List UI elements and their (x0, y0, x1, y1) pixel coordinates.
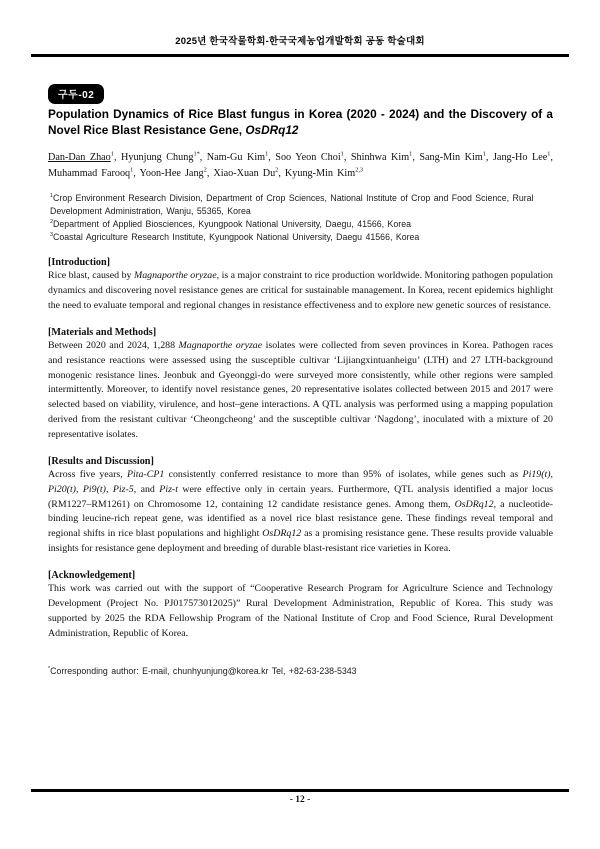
section-materials-methods-body: Between 2020 and 2024, 1,288 Magnaporthe oryzae isolates were collected from seven provinces in Korea. Pathogen races and resistance reactions were assessed using the susceptible cultivar ‘Lijiangxintuanheigu’ (LTH) and 27 LTH-background monogenic resistance lines. Jeonbuk and Gyeonggi-do were surveyed more consistently, while other regions were sampled intermittently. Moreover, to identify novel resistance genes, 20 representative isolates collected between 2015 and 2017 were selected based on viability, virulence, and host–gene interactions. A QTL analysis was performed using a mapping population derived from the resistant cultivar ‘Cheongcheong’ and the susceptible cultivar ‘Nagdong’, inoculated with a mixture of 20 representative isolates. (48, 339, 553, 441)
affiliation-1: $^1$Crop Environment Research Division, Department of Crop Sciences, National Institute of Crop and Food Science, Rural Development Administration, Wanju, 55365, Korea (50, 192, 534, 216)
section-introduction (48, 257, 553, 314)
conference-header: 2025년 한국작물학회-한국국제농업개발학회 공동 학술대회 (175, 36, 425, 47)
affiliation-list (48, 192, 553, 245)
abstract-content (48, 106, 553, 676)
section-results-discussion-heading: [Results and Discussion] (48, 455, 154, 467)
section-acknowledgement-heading: [Acknowledgement] (48, 570, 136, 582)
section-results-discussion-body: Across five years, Pita-CP1 consistently conferred resistance to more than 95% of isolates, while genes such as Pi19(t), Pi20(t), Pi9(t), Piz-5, and Piz-t were effective only in certain years. Furthermore, QTL analysis identified a major locus (RM1227–RM1261) on Chromosome 12, containing 12 candidate resistance genes. Among them, OsDRq12, a nucleotide-binding leucine-rich repeat gene, was identified as a novel rice blast resistance gene. These findings reveal temporal and regional shifts in rice blast populations and highlight OsDRq12 as a promising resistance gene. These results provide valuable insights for resistance gene deployment and breeding of durable blast-resistant rice varieties in Korea. (48, 468, 554, 555)
affiliation-2: $^2$Department of Applied Biosciences, Kyungpook National University, Daegu, 41566, Korea (50, 218, 412, 229)
section-introduction-heading: [Introduction] (48, 257, 111, 269)
section-materials-methods (48, 327, 553, 443)
section-introduction-body: Rice blast, caused by Magnaporthe oryzae, is a major constraint to rice production worldwide. Monitoring pathogen population dynamics and discovering novel resistance genes are critical for sustainable management. In Korea, recent epidemics highlight the need to evaluate temporal and regional changes in resistance effectiveness and to explore new genetic sources of resistance. (48, 270, 553, 312)
footer-rule (31, 789, 569, 792)
section-acknowledgement-body: This work was carried out with the support of “Cooperative Research Program for Agriculture Science and Technology Development (Project No. PJ017573012025)” Rural Development Administration, Republic of Korea. This study was supported by 2025 the RDA Fellowship Program of the National Institute of Crop and Food Science, Rural Development Administration, Republic of Korea. (48, 583, 553, 639)
paper-title: Population Dynamics of Rice Blast fungus in Korea (2020 - 2024) and the Discovery of a Novel Rice Blast Resistance Gene, OsDRq12 (48, 107, 553, 138)
section-materials-methods-heading: [Materials and Methods] (48, 326, 157, 338)
corresponding-author-line: *Corresponding author: E-mail, chunhyunjung@korea.kr Tel, +82-63-238-5343 (48, 665, 357, 676)
page-number: - 12 - (289, 795, 311, 805)
affiliation-3: $^3$Coastal Agriculture Research Institute, Kyungpook National University, Daegu 41566, Korea (50, 232, 420, 243)
header-rule (31, 54, 569, 57)
section-results-discussion (48, 456, 553, 557)
session-badge: 구두-02 (48, 84, 104, 104)
author-list: Dan-Dan Zhao$^1$, Hyunjung Chung$^{1*}$, Nam-Gu Kim$^1$, Soo Yeon Choi$^1$, Shinhwa Kim$^1$, Sang-Min Kim$^1$, Jang-Ho Lee$^1$, Muhammad Farooq$^1$, Yoon-Hee Jang$^2$, Xiao-Xuan Du$^2$, Kyung-Min Kim$^{2,3}$ (48, 150, 553, 180)
section-acknowledgement (48, 570, 553, 641)
